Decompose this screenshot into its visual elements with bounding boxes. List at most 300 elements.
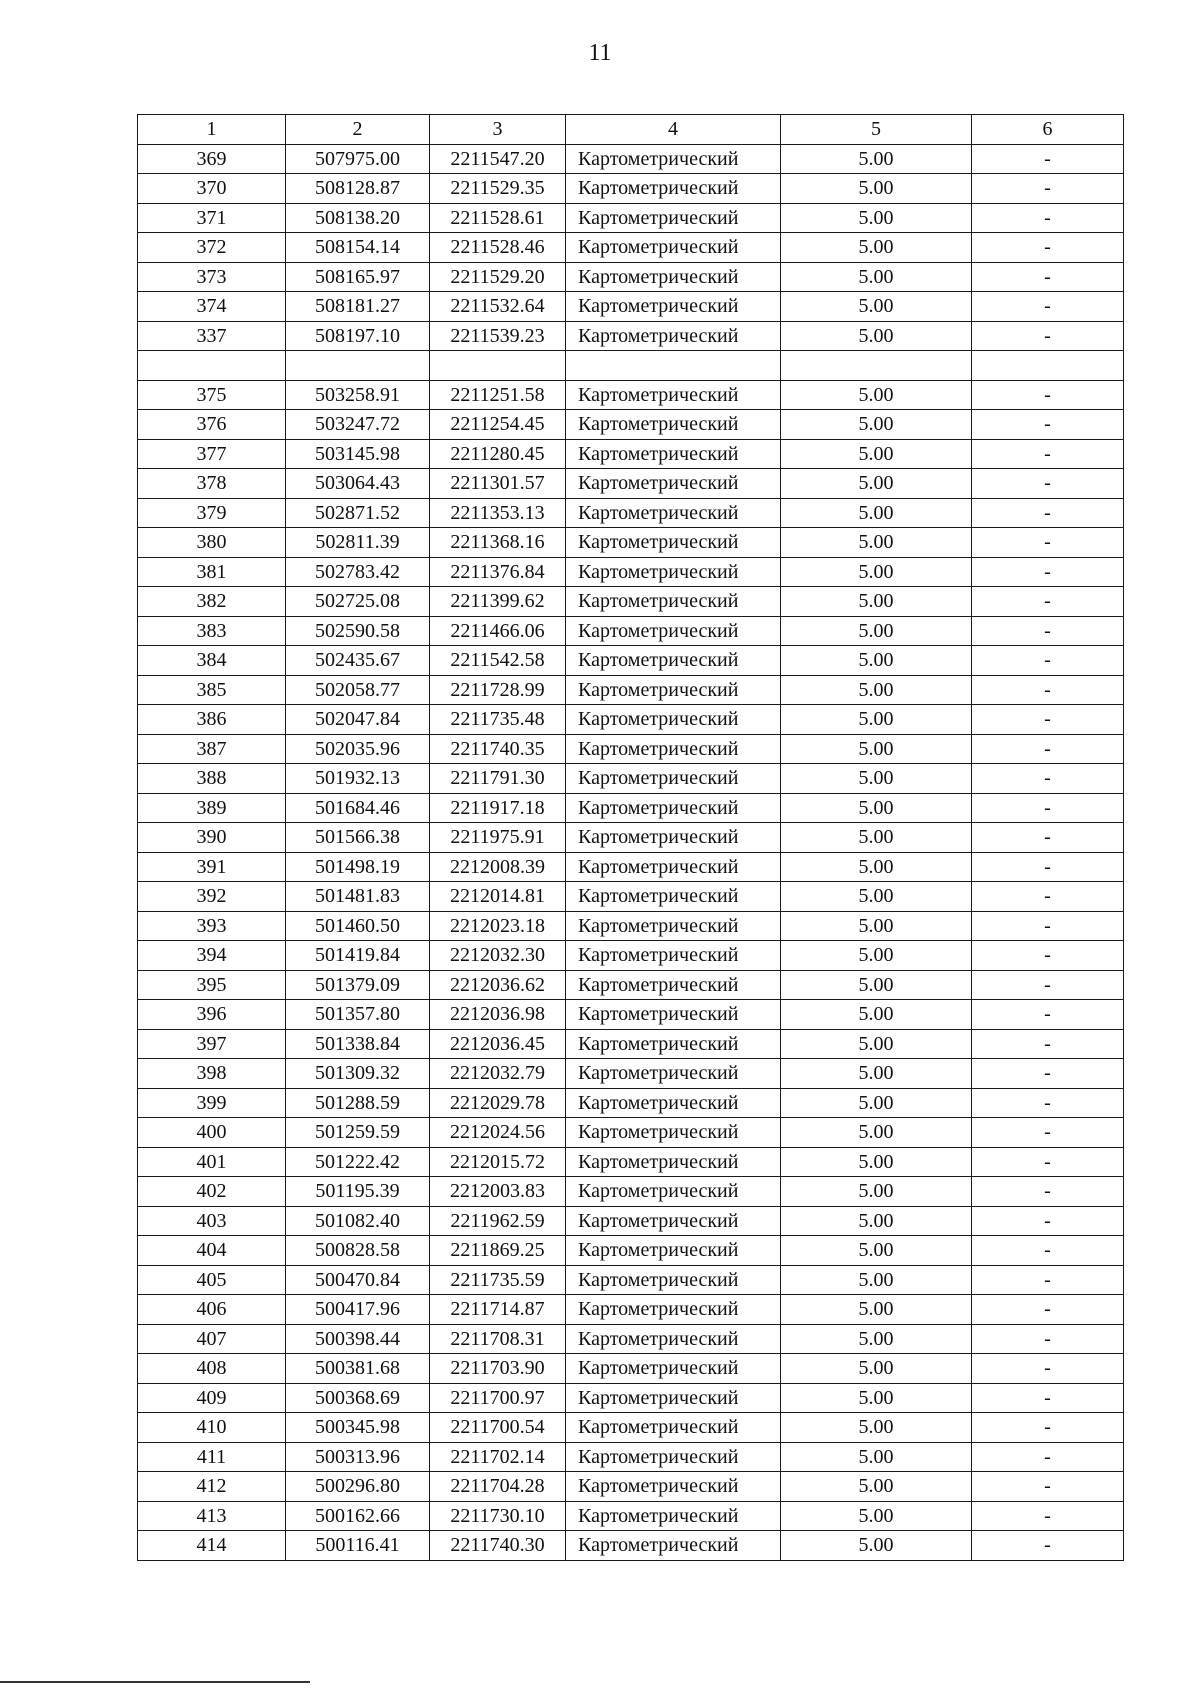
table-cell: Картометрический <box>566 1265 781 1295</box>
table-row <box>138 1177 1124 1207</box>
table-cell: 2211353.13 <box>430 498 566 528</box>
table-cell: - <box>972 528 1124 558</box>
table-cell: - <box>972 1383 1124 1413</box>
table-cell: 500296.80 <box>286 1472 430 1502</box>
table-row <box>138 469 1124 499</box>
table-row <box>138 1295 1124 1325</box>
table-cell: 2212008.39 <box>430 852 566 882</box>
table-row <box>138 1354 1124 1384</box>
table-row <box>138 1236 1124 1266</box>
table-cell: 5.00 <box>781 1118 972 1148</box>
table-cell: 394 <box>138 941 286 971</box>
table-row <box>138 380 1124 410</box>
table-cell: - <box>972 469 1124 499</box>
table-cell: - <box>972 1029 1124 1059</box>
table-cell: Картометрический <box>566 1324 781 1354</box>
table-cell: 5.00 <box>781 941 972 971</box>
column-header: 1 <box>138 115 286 145</box>
table-cell: Картометрический <box>566 1472 781 1502</box>
table-row <box>138 410 1124 440</box>
table-cell: 2211704.28 <box>430 1472 566 1502</box>
table-cell: 501419.84 <box>286 941 430 971</box>
table-cell: Картометрический <box>566 1000 781 1030</box>
table-cell: 502811.39 <box>286 528 430 558</box>
table-cell: 2211735.48 <box>430 705 566 735</box>
table-cell: 413 <box>138 1501 286 1531</box>
table-cell: 398 <box>138 1059 286 1089</box>
table-cell: 2211547.20 <box>430 144 566 174</box>
table-cell: - <box>972 1324 1124 1354</box>
table-cell: 2211702.14 <box>430 1442 566 1472</box>
column-header: 5 <box>781 115 972 145</box>
table-cell: 501222.42 <box>286 1147 430 1177</box>
table-cell: 370 <box>138 174 286 204</box>
table-cell: 5.00 <box>781 233 972 263</box>
table-cell: Картометрический <box>566 1088 781 1118</box>
table-cell: 395 <box>138 970 286 1000</box>
table-cell: - <box>972 1413 1124 1443</box>
table-cell: 5.00 <box>781 498 972 528</box>
table-cell: 5.00 <box>781 1000 972 1030</box>
table-row <box>138 852 1124 882</box>
table-cell: 2212023.18 <box>430 911 566 941</box>
table-cell: 508181.27 <box>286 292 430 322</box>
table-row <box>138 1413 1124 1443</box>
table-cell: 502435.67 <box>286 646 430 676</box>
table-cell: 2211740.35 <box>430 734 566 764</box>
table-cell: 500417.96 <box>286 1295 430 1325</box>
table-cell: 374 <box>138 292 286 322</box>
table-cell: - <box>972 970 1124 1000</box>
table-row <box>138 1472 1124 1502</box>
table-cell: 387 <box>138 734 286 764</box>
table-cell: 2212032.79 <box>430 1059 566 1089</box>
table-cell: 5.00 <box>781 1531 972 1561</box>
table-cell: Картометрический <box>566 410 781 440</box>
table-cell: 5.00 <box>781 734 972 764</box>
table-cell: 501566.38 <box>286 823 430 853</box>
table-cell: Картометрический <box>566 616 781 646</box>
table-cell: Картометрический <box>566 1059 781 1089</box>
table-cell: - <box>972 1354 1124 1384</box>
table-row <box>138 882 1124 912</box>
table-cell: 373 <box>138 262 286 292</box>
table-cell: Картометрический <box>566 852 781 882</box>
table-cell: - <box>972 1531 1124 1561</box>
table-cell: 5.00 <box>781 852 972 882</box>
table-cell: Картометрический <box>566 1295 781 1325</box>
table-cell: 501082.40 <box>286 1206 430 1236</box>
table-row <box>138 203 1124 233</box>
table-cell: 502725.08 <box>286 587 430 617</box>
table-cell: - <box>972 675 1124 705</box>
column-header: 4 <box>566 115 781 145</box>
table-cell: 2212029.78 <box>430 1088 566 1118</box>
table-cell: Картометрический <box>566 823 781 853</box>
table-cell: 5.00 <box>781 292 972 322</box>
table-cell: Картометрический <box>566 557 781 587</box>
table-cell: 403 <box>138 1206 286 1236</box>
table-cell: 5.00 <box>781 1472 972 1502</box>
table-cell: - <box>972 823 1124 853</box>
table-cell: 2212036.45 <box>430 1029 566 1059</box>
table-row <box>138 1501 1124 1531</box>
table-cell: 2212024.56 <box>430 1118 566 1148</box>
table-cell: 500313.96 <box>286 1442 430 1472</box>
table-cell: 5.00 <box>781 705 972 735</box>
table-cell: Картометрический <box>566 705 781 735</box>
table-cell: 500345.98 <box>286 1413 430 1443</box>
table-cell: 5.00 <box>781 1147 972 1177</box>
table-row <box>138 1531 1124 1561</box>
table-cell: - <box>972 1177 1124 1207</box>
table-row <box>138 764 1124 794</box>
table-cell: - <box>972 1265 1124 1295</box>
table-cell: 376 <box>138 410 286 440</box>
table-row <box>138 675 1124 705</box>
table-cell: 2211740.30 <box>430 1531 566 1561</box>
table-row <box>138 1265 1124 1295</box>
table-cell: 501932.13 <box>286 764 430 794</box>
table-cell: 414 <box>138 1531 286 1561</box>
table-cell: 5.00 <box>781 1442 972 1472</box>
table-cell: 508165.97 <box>286 262 430 292</box>
table-cell: 2211962.59 <box>430 1206 566 1236</box>
table-cell: Картометрический <box>566 174 781 204</box>
table-cell: - <box>972 498 1124 528</box>
table-cell: 502047.84 <box>286 705 430 735</box>
table-cell <box>972 351 1124 381</box>
table-cell: 2211730.10 <box>430 1501 566 1531</box>
table-row <box>138 1029 1124 1059</box>
table-cell: 389 <box>138 793 286 823</box>
table-cell: 2211368.16 <box>430 528 566 558</box>
table-cell: 501460.50 <box>286 911 430 941</box>
table-cell: Картометрический <box>566 292 781 322</box>
table-row <box>138 1206 1124 1236</box>
table-cell: 411 <box>138 1442 286 1472</box>
table-cell: 5.00 <box>781 1295 972 1325</box>
table-cell: Картометрический <box>566 1236 781 1266</box>
table-cell: 2211251.58 <box>430 380 566 410</box>
table-cell: Картометрический <box>566 1177 781 1207</box>
table-cell: 2211708.31 <box>430 1324 566 1354</box>
table-cell: 2211700.97 <box>430 1383 566 1413</box>
table-cell: Картометрический <box>566 380 781 410</box>
table-cell: Картометрический <box>566 1206 781 1236</box>
table-cell: 5.00 <box>781 439 972 469</box>
table-cell: 502035.96 <box>286 734 430 764</box>
table-cell: 502590.58 <box>286 616 430 646</box>
table-cell: 5.00 <box>781 764 972 794</box>
table-row <box>138 321 1124 351</box>
table-cell: 383 <box>138 616 286 646</box>
table-cell: 410 <box>138 1413 286 1443</box>
table-cell: Картометрический <box>566 970 781 1000</box>
table-cell: 402 <box>138 1177 286 1207</box>
table-cell: 501309.32 <box>286 1059 430 1089</box>
table-cell: Картометрический <box>566 233 781 263</box>
table-row <box>138 970 1124 1000</box>
table-cell: 2212003.83 <box>430 1177 566 1207</box>
table-cell: - <box>972 793 1124 823</box>
table-row <box>138 705 1124 735</box>
table-cell: - <box>972 852 1124 882</box>
table-row <box>138 439 1124 469</box>
table-cell: - <box>972 410 1124 440</box>
table-cell: Картометрический <box>566 1413 781 1443</box>
column-header: 3 <box>430 115 566 145</box>
table-cell: 5.00 <box>781 528 972 558</box>
table-cell: 2212014.81 <box>430 882 566 912</box>
table-cell: Картометрический <box>566 911 781 941</box>
table-cell: 5.00 <box>781 1236 972 1266</box>
table-cell: Картометрический <box>566 1147 781 1177</box>
table-cell: 5.00 <box>781 380 972 410</box>
table-cell: - <box>972 1088 1124 1118</box>
table-cell: 2212032.30 <box>430 941 566 971</box>
table-cell: Картометрический <box>566 439 781 469</box>
table-cell: Картометрический <box>566 1442 781 1472</box>
table-cell: 386 <box>138 705 286 735</box>
table-cell: 2211280.45 <box>430 439 566 469</box>
table-cell: 2212036.98 <box>430 1000 566 1030</box>
table-cell: 5.00 <box>781 321 972 351</box>
table-cell: - <box>972 1147 1124 1177</box>
table-cell: 391 <box>138 852 286 882</box>
table-cell: 5.00 <box>781 203 972 233</box>
table-cell: 404 <box>138 1236 286 1266</box>
table-cell: 5.00 <box>781 1206 972 1236</box>
table-cell: - <box>972 1059 1124 1089</box>
table-cell: 5.00 <box>781 1354 972 1384</box>
table-cell: 2211254.45 <box>430 410 566 440</box>
table-cell: 501481.83 <box>286 882 430 912</box>
table-cell: 5.00 <box>781 1029 972 1059</box>
table-cell: - <box>972 587 1124 617</box>
table-cell: 379 <box>138 498 286 528</box>
table-cell: 5.00 <box>781 1177 972 1207</box>
table-cell: - <box>972 174 1124 204</box>
table-row <box>138 646 1124 676</box>
table-cell: 405 <box>138 1265 286 1295</box>
table-cell: Картометрический <box>566 882 781 912</box>
table-row <box>138 587 1124 617</box>
table-cell: 408 <box>138 1354 286 1384</box>
table-cell: 2212015.72 <box>430 1147 566 1177</box>
table-cell: - <box>972 1501 1124 1531</box>
table-cell: - <box>972 1206 1124 1236</box>
table-cell: - <box>972 557 1124 587</box>
table-cell: - <box>972 1236 1124 1266</box>
table-cell: 412 <box>138 1472 286 1502</box>
table-cell: 502871.52 <box>286 498 430 528</box>
table-cell: - <box>972 1000 1124 1030</box>
table-cell: 2211529.35 <box>430 174 566 204</box>
table-cell: - <box>972 734 1124 764</box>
table-cell: Картометрический <box>566 1501 781 1531</box>
table-cell: 388 <box>138 764 286 794</box>
table-cell: 503247.72 <box>286 410 430 440</box>
table-cell <box>781 351 972 381</box>
table-cell: 501684.46 <box>286 793 430 823</box>
table-cell: - <box>972 292 1124 322</box>
table-row <box>138 793 1124 823</box>
table-row <box>138 262 1124 292</box>
table-cell: Картометрический <box>566 793 781 823</box>
table-row <box>138 1118 1124 1148</box>
table-cell: 2211539.23 <box>430 321 566 351</box>
table-cell: Картометрический <box>566 1118 781 1148</box>
table-row <box>138 1000 1124 1030</box>
table-row <box>138 351 1124 381</box>
table-cell: Картометрический <box>566 528 781 558</box>
table-cell: 5.00 <box>781 675 972 705</box>
table-cell: Картометрический <box>566 941 781 971</box>
table-cell: - <box>972 646 1124 676</box>
table-row <box>138 1059 1124 1089</box>
table-cell: 501259.59 <box>286 1118 430 1148</box>
table-cell: 2211466.06 <box>430 616 566 646</box>
table-cell: 500116.41 <box>286 1531 430 1561</box>
table-cell: Картометрический <box>566 734 781 764</box>
table-cell: - <box>972 705 1124 735</box>
table-cell: 2211528.61 <box>430 203 566 233</box>
table-cell <box>566 351 781 381</box>
table-cell: 400 <box>138 1118 286 1148</box>
table-cell: 503145.98 <box>286 439 430 469</box>
table-cell: - <box>972 1442 1124 1472</box>
table-cell: 381 <box>138 557 286 587</box>
table-cell: 500398.44 <box>286 1324 430 1354</box>
table-cell: 5.00 <box>781 882 972 912</box>
column-header: 2 <box>286 115 430 145</box>
table-cell: - <box>972 144 1124 174</box>
table-cell: 5.00 <box>781 469 972 499</box>
table-cell: 508138.20 <box>286 203 430 233</box>
table-cell: 500368.69 <box>286 1383 430 1413</box>
table-row <box>138 1147 1124 1177</box>
table-cell: 500381.68 <box>286 1354 430 1384</box>
table-cell: 5.00 <box>781 1265 972 1295</box>
table-cell: 503064.43 <box>286 469 430 499</box>
table-cell: 5.00 <box>781 262 972 292</box>
table-cell: Картометрический <box>566 675 781 705</box>
table-cell: Картометрический <box>566 1354 781 1384</box>
table-row <box>138 1383 1124 1413</box>
table-cell: 5.00 <box>781 823 972 853</box>
table-cell: 371 <box>138 203 286 233</box>
table-cell: 401 <box>138 1147 286 1177</box>
table-row <box>138 174 1124 204</box>
table-cell: 337 <box>138 321 286 351</box>
table-cell: - <box>972 321 1124 351</box>
table-row <box>138 557 1124 587</box>
table-cell: Картометрический <box>566 498 781 528</box>
table-cell <box>430 351 566 381</box>
table-cell: - <box>972 616 1124 646</box>
table-cell: 390 <box>138 823 286 853</box>
table-cell: 399 <box>138 1088 286 1118</box>
table-cell: 501357.80 <box>286 1000 430 1030</box>
table-cell: 2211714.87 <box>430 1295 566 1325</box>
table-cell: 5.00 <box>781 1383 972 1413</box>
table-cell <box>138 351 286 381</box>
table-cell: - <box>972 1472 1124 1502</box>
table-cell: 5.00 <box>781 911 972 941</box>
table-cell: Картометрический <box>566 1531 781 1561</box>
table-cell: 501338.84 <box>286 1029 430 1059</box>
table-cell: 407 <box>138 1324 286 1354</box>
table-cell: 500828.58 <box>286 1236 430 1266</box>
table-cell: 409 <box>138 1383 286 1413</box>
table-cell: 369 <box>138 144 286 174</box>
table-cell: 384 <box>138 646 286 676</box>
table-cell: 2211703.90 <box>430 1354 566 1384</box>
table-cell: 5.00 <box>781 1088 972 1118</box>
table-cell: 375 <box>138 380 286 410</box>
table-cell: 378 <box>138 469 286 499</box>
table-cell: 5.00 <box>781 1324 972 1354</box>
table-header-row <box>138 115 1124 145</box>
table-cell: - <box>972 1118 1124 1148</box>
table-row <box>138 1442 1124 1472</box>
table-row <box>138 528 1124 558</box>
table-cell: 5.00 <box>781 174 972 204</box>
table-body <box>138 144 1124 1560</box>
table-cell: 501379.09 <box>286 970 430 1000</box>
table-cell: 5.00 <box>781 557 972 587</box>
coordinates-table <box>137 114 1124 1561</box>
table-cell: Картометрический <box>566 1383 781 1413</box>
table-cell: 397 <box>138 1029 286 1059</box>
table-cell: Картометрический <box>566 144 781 174</box>
table-cell: - <box>972 882 1124 912</box>
table-cell: 2211700.54 <box>430 1413 566 1443</box>
table-row <box>138 734 1124 764</box>
table-cell: - <box>972 262 1124 292</box>
table-cell: - <box>972 764 1124 794</box>
table-row <box>138 911 1124 941</box>
table-cell: Картометрический <box>566 646 781 676</box>
table-cell: 377 <box>138 439 286 469</box>
table-cell: - <box>972 203 1124 233</box>
table-cell: 2211542.58 <box>430 646 566 676</box>
table-cell: Картометрический <box>566 262 781 292</box>
table-cell: 5.00 <box>781 970 972 1000</box>
table-cell: 5.00 <box>781 410 972 440</box>
table-cell: 2211532.64 <box>430 292 566 322</box>
table-cell: - <box>972 380 1124 410</box>
column-header: 6 <box>972 115 1124 145</box>
table-row <box>138 616 1124 646</box>
table-row <box>138 1088 1124 1118</box>
table-cell: 2211728.99 <box>430 675 566 705</box>
table-cell: 372 <box>138 233 286 263</box>
table-cell: 503258.91 <box>286 380 430 410</box>
table-cell: Картометрический <box>566 764 781 794</box>
table-cell: Картометрический <box>566 1029 781 1059</box>
table-cell: 2211735.59 <box>430 1265 566 1295</box>
table-cell: 502783.42 <box>286 557 430 587</box>
table-cell: 508197.10 <box>286 321 430 351</box>
table-row <box>138 292 1124 322</box>
table-cell: 2211869.25 <box>430 1236 566 1266</box>
table-cell: 500162.66 <box>286 1501 430 1531</box>
table-cell: 5.00 <box>781 1501 972 1531</box>
table-cell: 392 <box>138 882 286 912</box>
table-row <box>138 233 1124 263</box>
